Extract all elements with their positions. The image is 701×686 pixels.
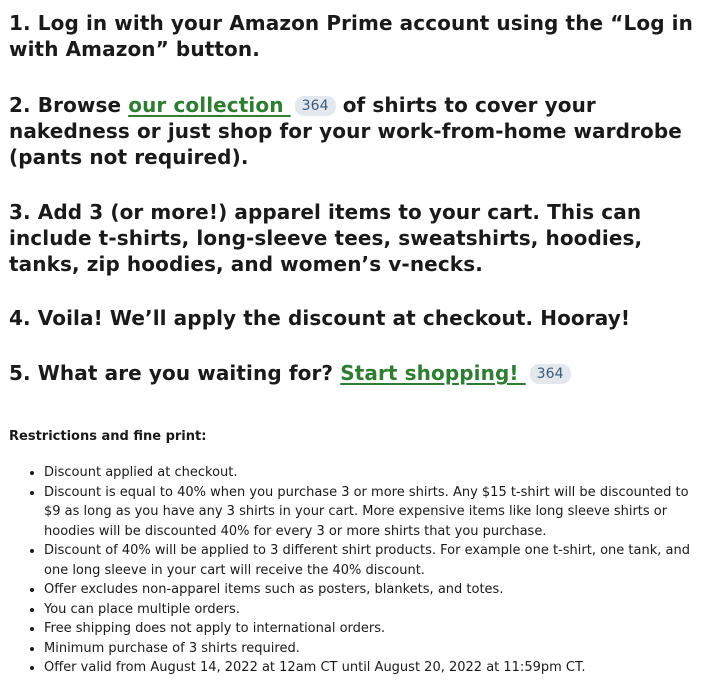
fine-print-item: • Offer valid from August 14, 2022 at 12am CT until August 20, 2022 at 11:59pm CT. bbox=[44, 658, 701, 678]
step-2 bbox=[9, 92, 697, 170]
fine-print-item: • Free shipping does not apply to international orders. bbox=[44, 619, 701, 639]
collection-count-badge: 364 bbox=[295, 96, 336, 116]
step-5-prefix: 5. What are you waiting for? bbox=[9, 361, 341, 385]
start-shopping-link[interactable]: Start shopping! bbox=[340, 361, 526, 385]
fine-print-heading: Restrictions and fine print: bbox=[9, 429, 207, 444]
step-3-text: 3. Add 3 (or more!) apparel items to your cart. This can include t-shirts, long-sleeve tees, sweatshirts, hoodies, tanks, zip hoodies, and women’s v-necks. bbox=[9, 200, 643, 276]
fine-print-item: • Discount applied at checkout. bbox=[44, 463, 701, 483]
step-1 bbox=[9, 10, 697, 62]
fine-print-item: • Discount is equal to 40% when you purchase 3 or more shirts. Any $15 t-shirt will be discounted to $9 as long as you have any 3 shirts in your cart. More expensive items like long sleeve shirts or hoodies will be discounted 40% for every 3 or more shirts that you purchase. bbox=[44, 483, 701, 542]
fine-print-item: • Minimum purchase of 3 shirts required. bbox=[44, 639, 701, 659]
shopping-count-badge: 364 bbox=[530, 364, 571, 384]
fine-print-item: • You can place multiple orders. bbox=[44, 600, 701, 620]
fine-print-item: • Offer excludes non-apparel items such as posters, blankets, and totes. bbox=[44, 580, 701, 600]
step-4-text: 4. Voila! We’ll apply the discount at checkout. Hooray! bbox=[9, 306, 631, 330]
step-5 bbox=[9, 360, 697, 386]
our-collection-link[interactable]: our collection bbox=[128, 93, 291, 117]
step-1-text: 1. Log in with your Amazon Prime account using the “Log in with Amazon” button. bbox=[9, 11, 693, 61]
fine-print-item: • Discount of 40% will be applied to 3 different shirt products. For example one t-shirt, one tank, and one long sleeve in your cart will receive the 40% discount. bbox=[44, 541, 701, 580]
fine-print-list bbox=[9, 463, 701, 678]
step-2-prefix: 2. Browse bbox=[9, 93, 129, 117]
step-2-suffix: of shirts to cover your nakedness or just shop for your work-from-home wardrobe (pants not required). bbox=[9, 93, 682, 169]
step-4 bbox=[9, 305, 697, 331]
step-3 bbox=[9, 199, 697, 277]
fine-print-section bbox=[9, 428, 697, 675]
